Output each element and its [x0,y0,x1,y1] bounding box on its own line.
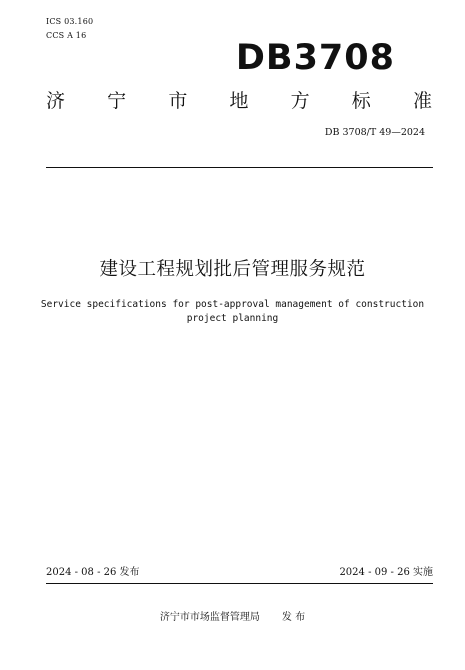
db-logo: DB3708 [235,38,395,78]
implementation-date: 2024 - 09 - 26 实施 [339,567,433,578]
title-english-line-2: project planning [186,313,279,324]
top-divider [46,167,433,168]
standard-type-char: 市 [168,90,188,112]
publisher [0,611,465,625]
ccs-code: CCS A 16 [46,31,87,40]
bottom-divider [46,583,433,584]
standard-type-char: 地 [229,90,249,112]
standard-type-char: 方 [290,90,310,112]
standard-type-char: 济 [46,90,66,112]
title-english-line-1: Service specifications for post-approval management of construction [40,299,425,310]
publisher-action: 发 布 [281,612,306,623]
standard-type-char: 宁 [107,90,127,112]
publisher-agency: 济宁市市场监督管理局 [159,612,260,623]
title-chinese: 建设工程规划批后管理服务规范 [99,259,366,280]
standard-number: DB 3708/T 49—2024 [324,127,425,138]
ics-code: ICS 03.160 [46,17,94,26]
standard-type [46,88,432,114]
title-english [40,298,425,326]
release-date: 2024 - 08 - 26 发布 [46,567,140,578]
standard-type-char: 准 [412,90,432,112]
standard-type-char: 标 [351,90,371,112]
